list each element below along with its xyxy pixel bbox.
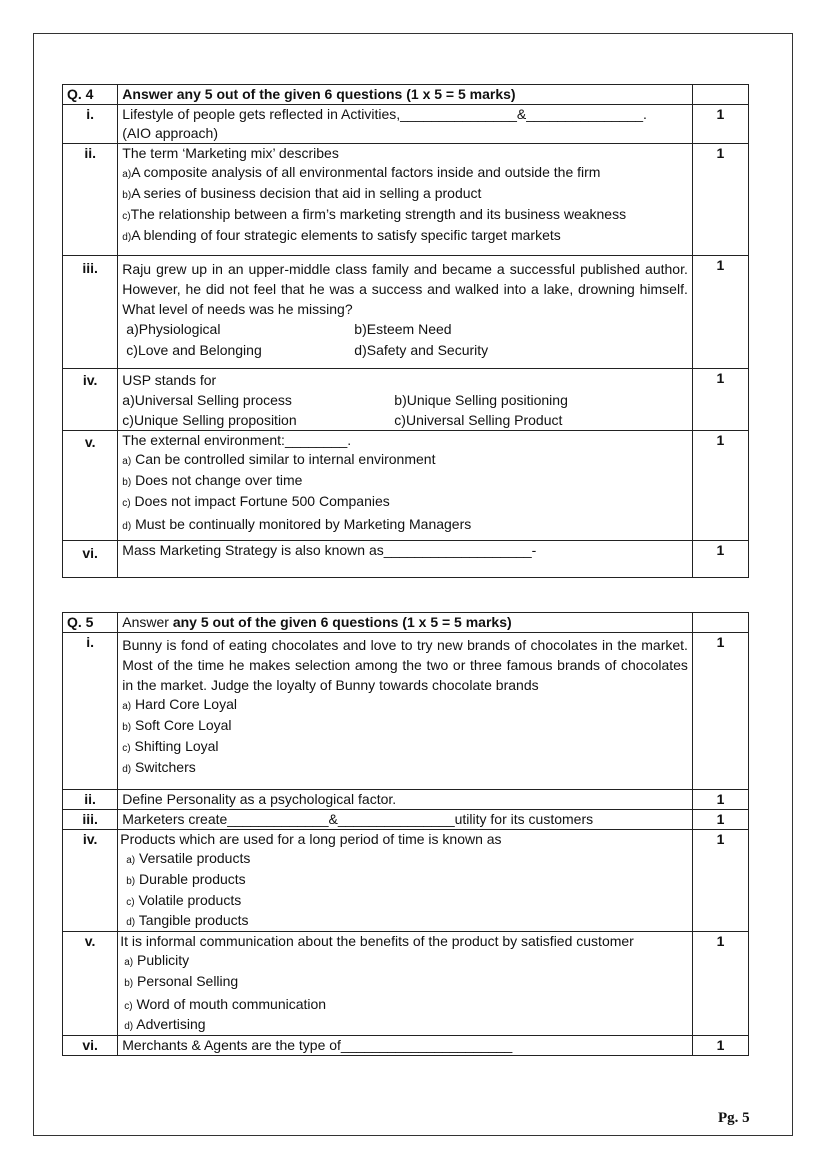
mark-value: 1 bbox=[692, 369, 748, 431]
option: d) Switchers bbox=[122, 759, 196, 775]
question-text: Define Personality as a psychological factor. bbox=[118, 790, 693, 810]
mark-value: 1 bbox=[692, 1036, 748, 1056]
question-text: Mass Marketing Strategy is also known as___________________- bbox=[118, 541, 693, 578]
mark-value: 1 bbox=[692, 144, 748, 256]
mark-value: 1 bbox=[692, 932, 748, 1036]
question-row bbox=[63, 541, 749, 578]
question-heading: Answer any 5 out of the given 6 questions (1 x 5 = 5 marks) bbox=[118, 613, 693, 633]
mark-value: 1 bbox=[692, 256, 748, 369]
option: a) Can be controlled similar to internal environment bbox=[122, 451, 436, 467]
question-row bbox=[63, 932, 749, 1036]
option: b) Does not change over time bbox=[122, 472, 303, 488]
item-number: iii. bbox=[63, 256, 118, 369]
question-row bbox=[63, 810, 749, 830]
option: b)Unique Selling positioning bbox=[394, 392, 568, 408]
question-5-table bbox=[62, 612, 749, 1056]
question-number: Q. 4 bbox=[63, 85, 118, 105]
question-number: Q. 5 bbox=[63, 613, 118, 633]
mark-value: 1 bbox=[692, 541, 748, 578]
option: a) Hard Core Loyal bbox=[122, 696, 237, 712]
question-text: USP stands for bbox=[122, 372, 217, 388]
item-number: v. bbox=[63, 431, 118, 541]
option: c) Shifting Loyal bbox=[122, 738, 219, 754]
question-row bbox=[63, 144, 749, 256]
item-number: ii. bbox=[63, 790, 118, 810]
mark-value: 1 bbox=[692, 633, 748, 790]
option: b) Soft Core Loyal bbox=[122, 717, 232, 733]
option: a) Versatile products bbox=[126, 850, 251, 866]
option: b)Esteem Need bbox=[354, 321, 452, 337]
mark-value: 1 bbox=[692, 105, 748, 144]
option: d) Must be continually monitored by Marketing Managers bbox=[122, 516, 472, 532]
item-number: iv. bbox=[63, 369, 118, 431]
option: d)A blending of four strategic elements to satisfy specific target markets bbox=[122, 227, 561, 243]
mark-value: 1 bbox=[692, 810, 748, 830]
question-row bbox=[63, 790, 749, 810]
option: b) Durable products bbox=[126, 871, 246, 887]
question-text: Raju grew up in an upper-middle class family and became a successful published author. However, he did not feel that he was a success and walked into a lake, drowning himself. What level of needs was he missing? bbox=[122, 261, 688, 317]
question-row bbox=[63, 633, 749, 790]
question-text: The term ‘Marketing mix’ describes bbox=[122, 145, 339, 161]
mark-value: 1 bbox=[692, 431, 748, 541]
question-4-table bbox=[62, 84, 749, 578]
mark-value: 1 bbox=[692, 830, 748, 932]
question-row bbox=[63, 431, 749, 541]
mark-value: 1 bbox=[692, 790, 748, 810]
question-text: Bunny is fond of eating chocolates and love to try new brands of chocolates in the market. Most of the time he makes selection among the two or three famous brands of chocolates in the market. Judge the loyalty of Bunny towards chocolate brands bbox=[122, 637, 688, 693]
question-text: Marketers create_____________&_______________utility for its customers bbox=[118, 810, 693, 830]
option: c)Love and Belonging bbox=[126, 342, 262, 358]
item-number: iii. bbox=[63, 810, 118, 830]
option: b) Personal Selling bbox=[124, 973, 239, 989]
question-row bbox=[63, 105, 749, 144]
option: c)The relationship between a firm’s marketing strength and its business weakness bbox=[122, 206, 627, 222]
question-text: Lifestyle of people gets reflected in Activities,_______________&_______________. bbox=[122, 106, 647, 122]
question-text: It is informal communication about the benefits of the product by satisfied customer bbox=[120, 933, 634, 949]
page-number: Pg. 5 bbox=[718, 1110, 750, 1126]
option: c)Unique Selling proposition bbox=[122, 412, 297, 428]
item-number: i. bbox=[63, 105, 118, 144]
option: a)Universal Selling process bbox=[122, 392, 292, 408]
question-text: Merchants & Agents are the type of______________________ bbox=[118, 1036, 693, 1056]
item-number: v. bbox=[63, 932, 118, 1036]
option: d) Advertising bbox=[124, 1016, 206, 1032]
question-heading: Answer any 5 out of the given 6 questions (1 x 5 = 5 marks) bbox=[118, 85, 693, 105]
option: c) Does not impact Fortune 500 Companies bbox=[122, 493, 390, 509]
option: c) Word of mouth communication bbox=[124, 996, 327, 1012]
question-row bbox=[63, 830, 749, 932]
item-number: vi. bbox=[63, 541, 118, 578]
option: d) Tangible products bbox=[126, 912, 249, 928]
option: c) Volatile products bbox=[126, 892, 242, 908]
question-subtext: (AIO approach) bbox=[122, 125, 219, 141]
item-number: vi. bbox=[63, 1036, 118, 1056]
option: d)Safety and Security bbox=[354, 342, 489, 358]
question-text: The external environment:________. bbox=[122, 432, 352, 448]
item-number: iv. bbox=[63, 830, 118, 932]
question-row bbox=[63, 256, 749, 369]
option: a) Publicity bbox=[124, 952, 190, 968]
option: a)A composite analysis of all environmental factors inside and outside the firm bbox=[122, 164, 601, 180]
item-number: ii. bbox=[63, 144, 118, 256]
option: b)A series of business decision that aid in selling a product bbox=[122, 185, 482, 201]
item-number: i. bbox=[63, 633, 118, 790]
question-text: Products which are used for a long period of time is known as bbox=[120, 831, 502, 847]
question-row bbox=[63, 1036, 749, 1056]
option: c)Universal Selling Product bbox=[394, 412, 563, 428]
question-row bbox=[63, 369, 749, 431]
option: a)Physiological bbox=[126, 321, 221, 337]
